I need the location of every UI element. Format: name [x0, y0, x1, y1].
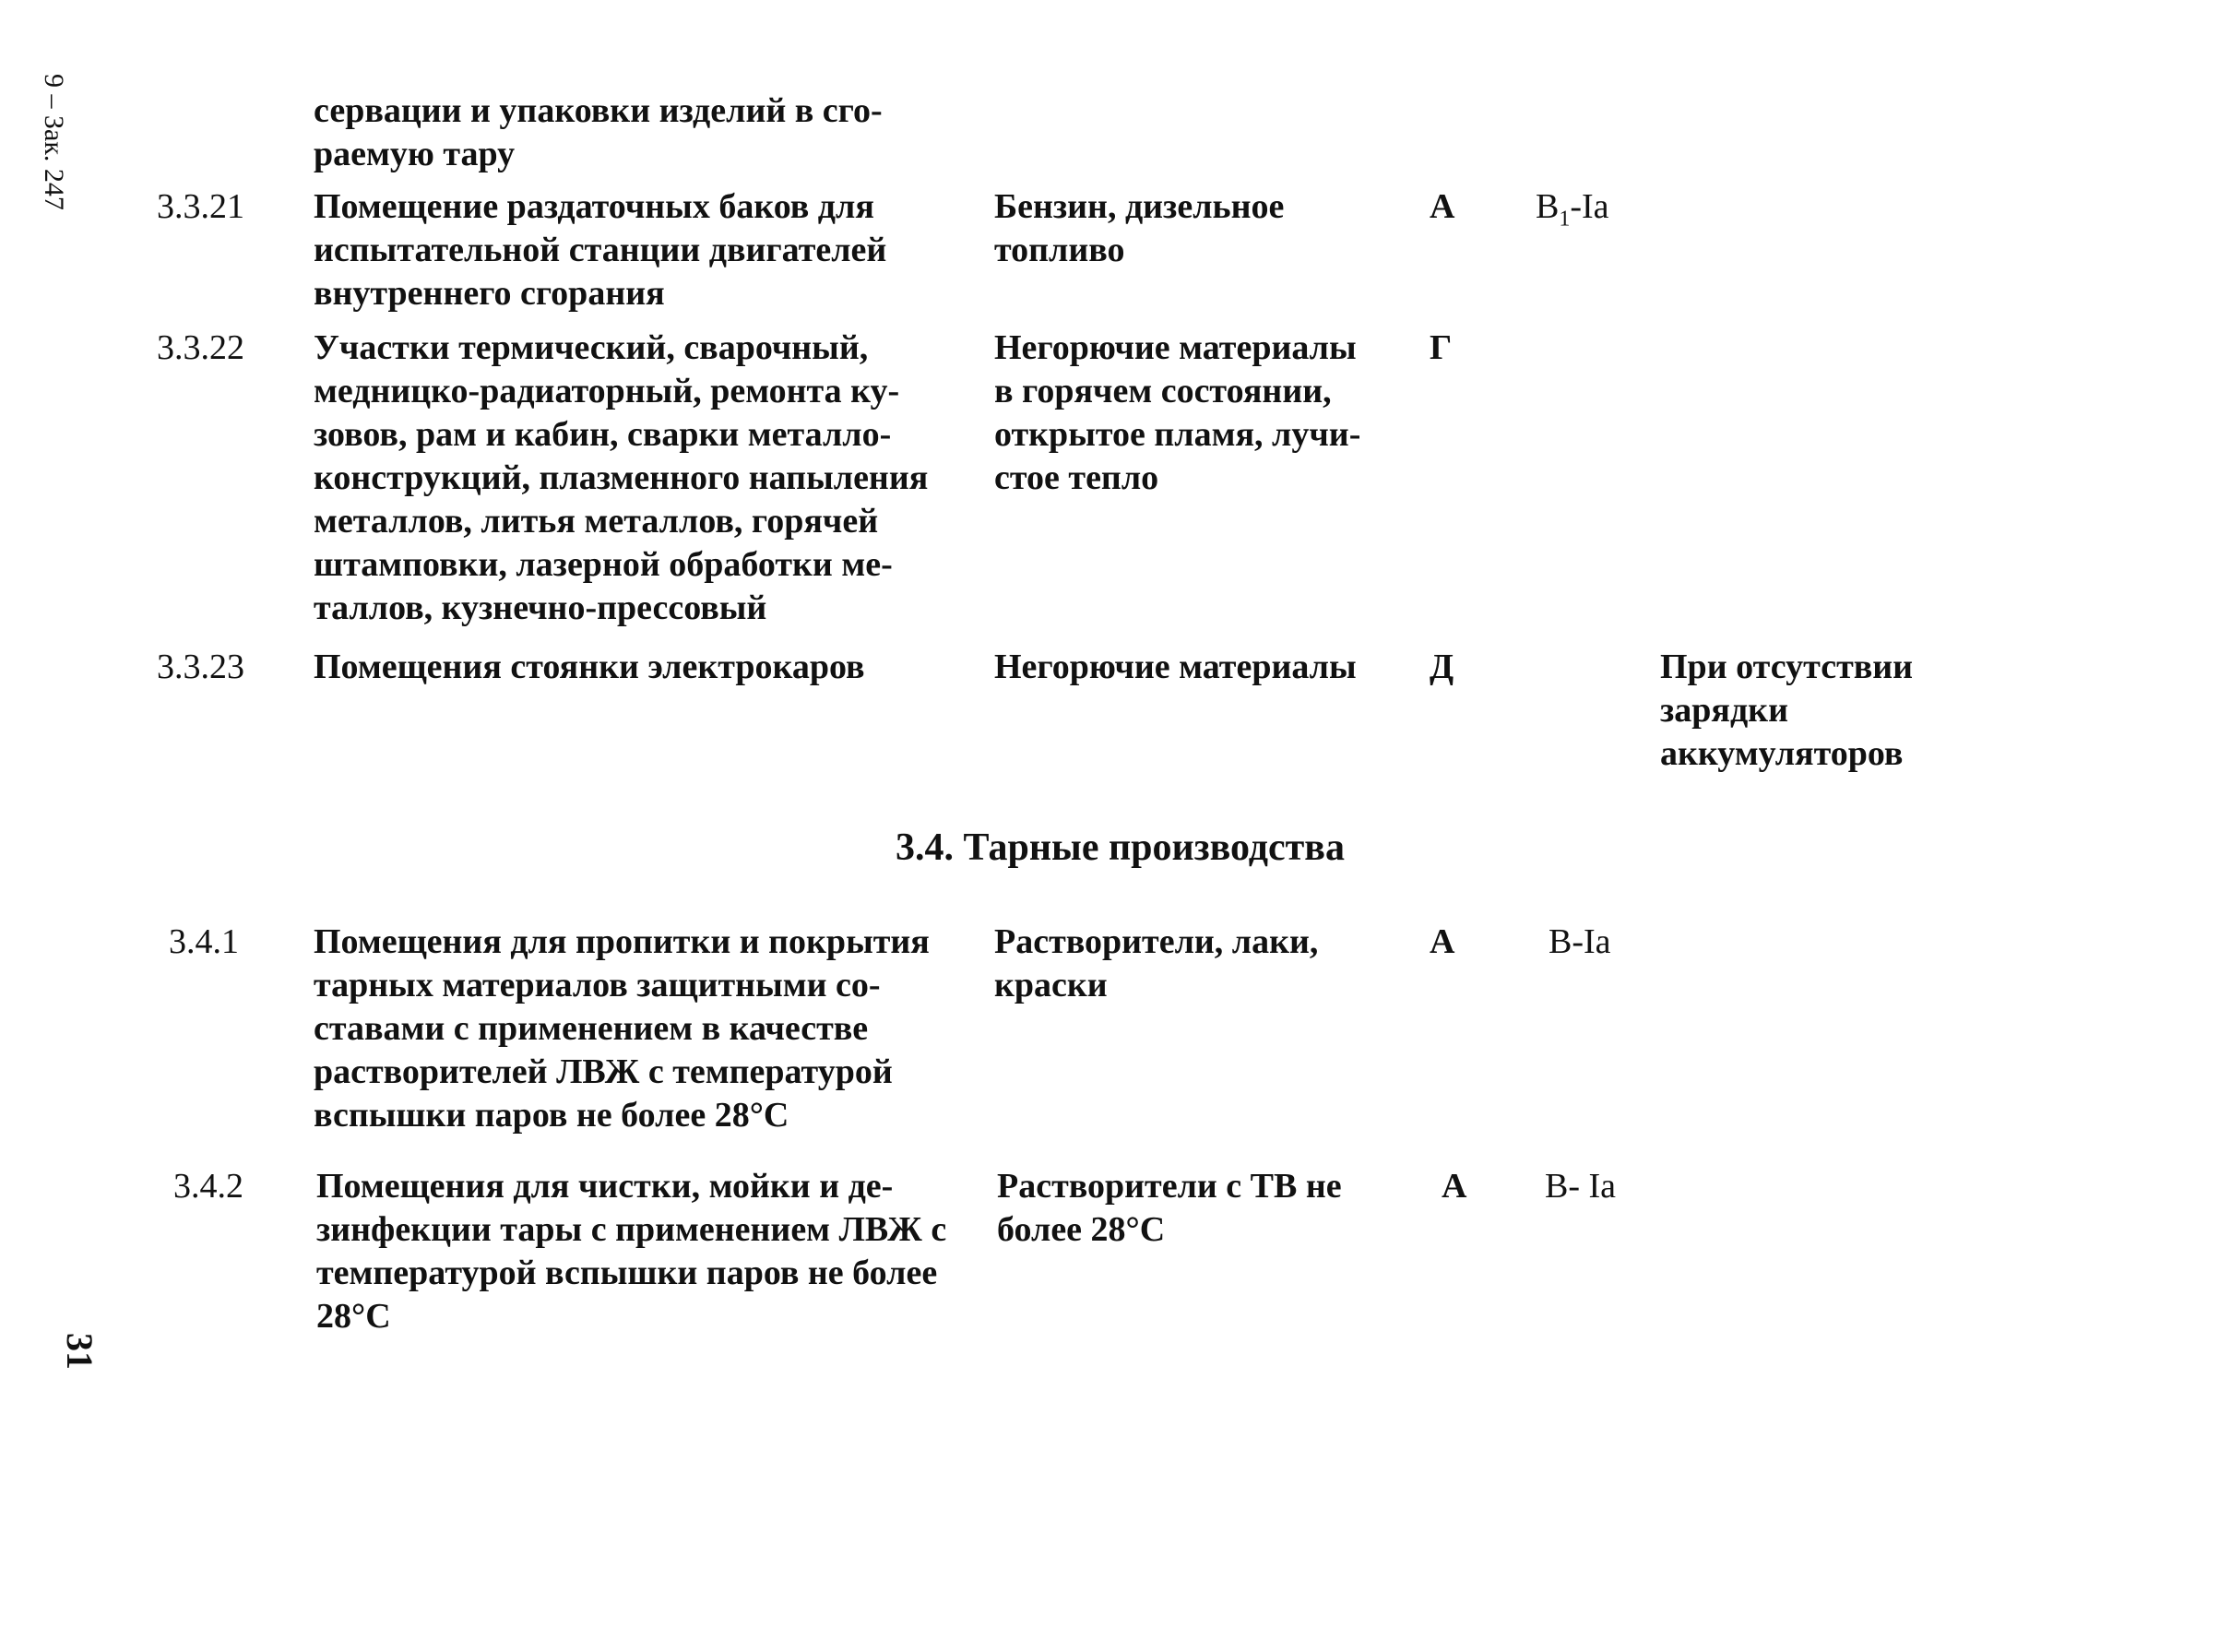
side-header: 9 – Зак. 247 [39, 74, 69, 210]
entry-note: При отсутствии зарядки аккумуляторов [1660, 648, 1914, 773]
entry-number: 3.3.21 [157, 187, 244, 226]
entry-description: Участки термический, сварочный, медницко-радиаторный, ремонта ку- зовов, рам и кабин, сварки металло- конструкций, плазменного напыления металлов, литья металлов, горячей штамповки, лазерной обработки ме- таллов, кузнечно-прессовый [314, 328, 929, 627]
entry-number: 3.4.1 [169, 922, 239, 961]
zone-suffix: -Ia [1570, 187, 1609, 226]
entry-materials: Негорючие материалы [994, 648, 1357, 686]
entry-number: 3.3.23 [157, 648, 244, 686]
entry-category: А [1430, 187, 1455, 226]
entry-description: Помещения для пропитки и покрытия тарных материалов защитными со- ставами с применением в качестве растворителей ЛВЖ с температурой вспышки паров не более 28°С [314, 922, 930, 1135]
entry-category: Д [1430, 648, 1454, 686]
section-title [0, 824, 2231, 872]
entry-description: Помещения для чистки, мойки и де- зинфекции тары с применением ЛВЖ с температурой вспышки паров не более 28°С [316, 1167, 947, 1336]
zone-subscript: 1 [1559, 207, 1571, 232]
entry-category: А [1442, 1167, 1467, 1206]
zone-main: В [1536, 187, 1560, 226]
page-number: 31 [59, 1333, 101, 1370]
entry-zone: В-Ia [1549, 922, 1611, 961]
entry-description: сервации и упаковки изделий в сго- раемую тару [314, 91, 883, 173]
entry-description: Помещение раздаточных баков для испытательной станции двигателей внутреннего сгорания [314, 187, 887, 313]
entry-materials: Негорючие материалы в горячем состоянии, открытое пламя, лучи- стое тепло [994, 328, 1361, 497]
entry-materials: Бензин, дизельное топливо [994, 187, 1285, 269]
entry-zone: В- Ia [1545, 1167, 1617, 1206]
entry-number: 3.3.22 [157, 328, 244, 367]
entry-number: 3.4.2 [173, 1167, 243, 1206]
section-title-text: 3.4. Тарные производства [896, 826, 1345, 869]
entry-description: Помещения стоянки электрокаров [314, 648, 865, 686]
entry-zone [1536, 185, 1674, 232]
entry-category: Г [1430, 328, 1453, 367]
entry-materials: Растворители с ТВ не более 28°С [997, 1167, 1342, 1249]
entry-category: А [1430, 922, 1455, 961]
entry-materials: Растворители, лаки, краски [994, 922, 1319, 1004]
